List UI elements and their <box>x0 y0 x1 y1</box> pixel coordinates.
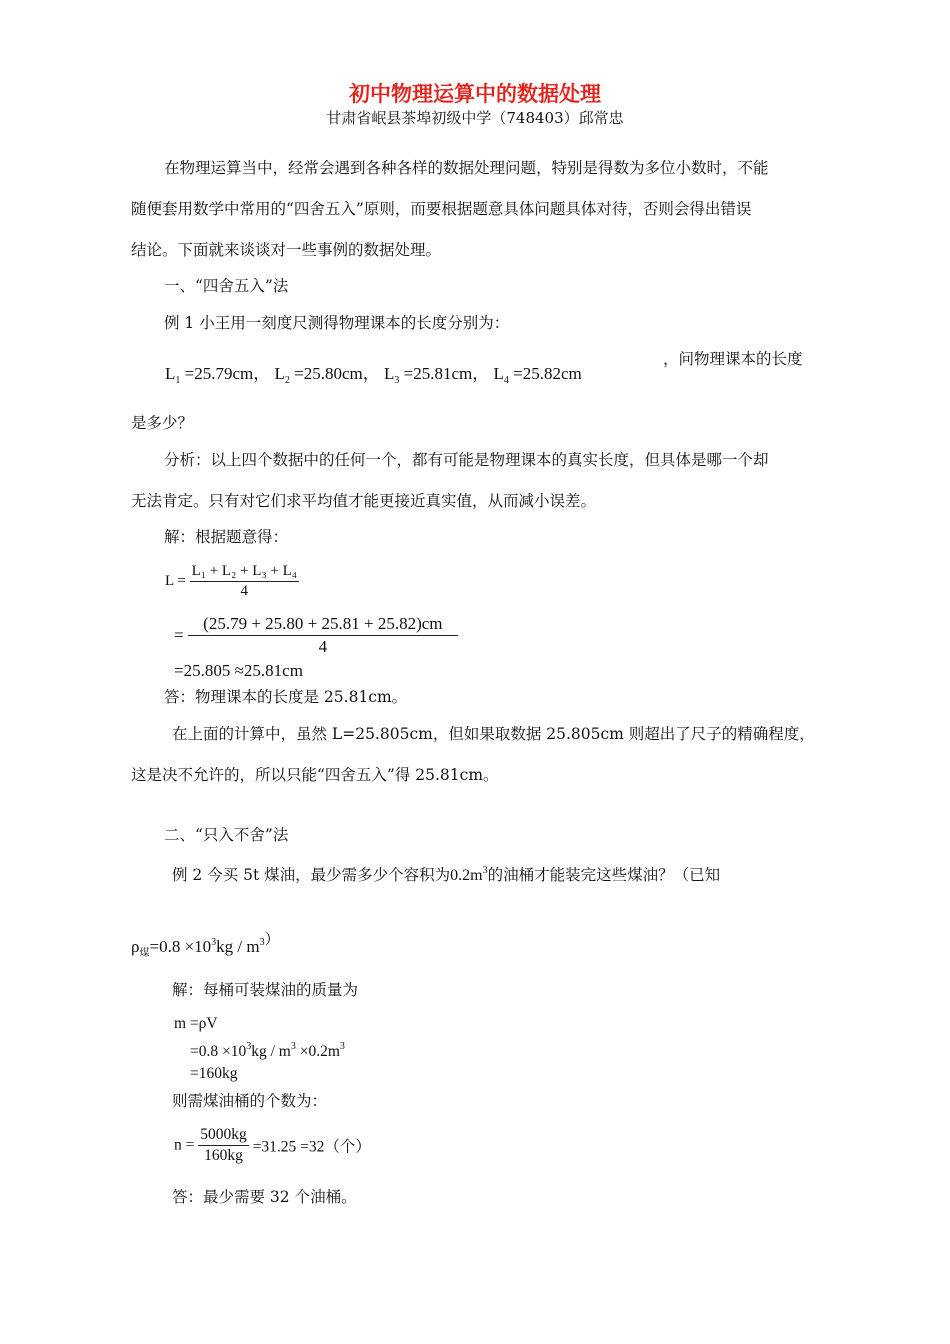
math-subscript: 3 <box>394 375 400 386</box>
math-symbol: L <box>165 364 176 383</box>
answer-2: 答：最少需要 32 个油桶。 <box>172 1188 357 1206</box>
fraction <box>188 614 458 657</box>
note-line-2: 这是决不允许的，所以只能“四舍五入”得 25.81cm。 <box>131 766 499 784</box>
mass-expr-c: ×0.2m <box>295 1043 340 1060</box>
solution-2-label: 解：每桶可装煤油的质量为 <box>172 981 359 999</box>
mass-equation-3: =160kg <box>190 1065 238 1082</box>
equation-average-definition <box>165 563 299 600</box>
note-line-1: 在上面的计算中，虽然 L=25.805cm，但如果取数据 25.805cm 则超出了尺子的精确程度， <box>172 725 815 743</box>
closing-paren: ） <box>264 932 280 948</box>
equation-rhs: =31.25 =32（个） <box>252 1138 371 1156</box>
density-given <box>131 928 280 959</box>
mass-expr-a: =0.8 ×10 <box>190 1043 247 1060</box>
example-2-statement <box>172 861 720 886</box>
mass-expr-b: kg / m <box>251 1043 291 1060</box>
density-value: =0.8 ×10 <box>149 937 212 956</box>
example-1-question-tail: ，问物理课本的长度 <box>663 350 803 368</box>
equation-lhs: n = <box>174 1136 195 1154</box>
math-superscript: 3 <box>259 937 265 948</box>
math-symbol: L <box>384 364 395 383</box>
rho-symbol: ρ <box>131 937 140 956</box>
math-superscript: 3 <box>211 937 217 948</box>
fraction <box>198 1126 249 1165</box>
math-superscript: 3 <box>290 1041 296 1052</box>
volume-value: 0.2m <box>450 867 483 884</box>
fraction-denominator: 160kg <box>204 1147 243 1164</box>
fraction-numerator: L₁ + L₂ + L₃ + L₄ <box>190 563 299 582</box>
equation-lhs: L = <box>165 573 186 589</box>
rho-subscript: 煤 <box>139 948 150 959</box>
document-title: 初中物理运算中的数据处理 <box>349 82 601 106</box>
author-line: 甘肃省岷县茶埠初级中学（748403）邱常忠 <box>326 109 624 127</box>
math-subscript: 1 <box>175 375 181 386</box>
density-unit: kg / m <box>216 937 260 956</box>
measurement-value: =25.81cm， <box>403 364 490 383</box>
fraction-numerator: (25.79 + 25.80 + 25.81 + 25.82)cm <box>188 614 458 636</box>
analysis-line-1: 分析：以上四个数据中的任何一个，都有可能是物理课本的真实长度，但具体是哪一个却 <box>164 451 769 469</box>
math-superscript: 3 <box>482 865 488 876</box>
math-subscript: 4 <box>503 375 509 386</box>
equation-average-result: =25.805 ≈25.81cm <box>174 661 303 680</box>
math-superscript: 3 <box>339 1041 345 1052</box>
math-subscript: 2 <box>284 375 290 386</box>
measurement-value: =25.80cm， <box>294 364 380 383</box>
fraction-denominator: 4 <box>318 637 328 656</box>
measurement-value: =25.79cm， <box>184 364 271 383</box>
math-superscript: 3 <box>246 1041 252 1052</box>
fraction <box>190 563 299 600</box>
count-label: 则需煤油桶的个数为： <box>172 1092 328 1110</box>
solution-1-label: 解：根据题意得： <box>164 528 289 546</box>
fraction-numerator: 5000kg <box>198 1126 249 1146</box>
intro-line-3: 结论。下面就来谈谈对一些事例的数据处理。 <box>131 241 442 259</box>
fraction-denominator: 4 <box>240 583 249 599</box>
math-symbol: L <box>493 364 504 383</box>
example-2-text-post: 的油桶才能装完这些煤油？（已知 <box>487 866 721 884</box>
analysis-line-2: 无法肯定。只有对它们求平均值才能更接近真实值，从而减小误差。 <box>131 492 597 510</box>
example-1-statement: 例 1 小王用一刻度尺测得物理课本的长度分别为： <box>164 314 510 332</box>
example-1-question-end: 是多少？ <box>131 414 194 432</box>
measurement-value: =25.82cm <box>513 364 582 383</box>
answer-1: 答：物理课本的长度是 25.81cm。 <box>164 688 408 706</box>
equation-average-values <box>174 614 458 657</box>
mass-equation-2 <box>190 1041 345 1061</box>
mass-equation-1: m =ρV <box>174 1015 218 1032</box>
intro-line-2: 随便套用数学中常用的“四舍五入”原则，而要根据题意具体问题具体对待，否则会得出错误 <box>131 200 752 218</box>
section-1-heading: 一、“四舍五入”法 <box>164 277 289 295</box>
example-1-measurements <box>165 359 582 386</box>
equation-lhs: = <box>174 625 184 645</box>
count-equation <box>174 1126 371 1165</box>
example-2-text-pre: 例 2 今买 5t 煤油，最少需多少个容积为 <box>172 866 451 884</box>
intro-line-1: 在物理运算当中，经常会遇到各种各样的数据处理问题，特别是得数为多位小数时，不能 <box>164 159 769 177</box>
section-2-heading: 二、“只入不舍”法 <box>164 826 289 844</box>
math-symbol: L <box>274 364 285 383</box>
